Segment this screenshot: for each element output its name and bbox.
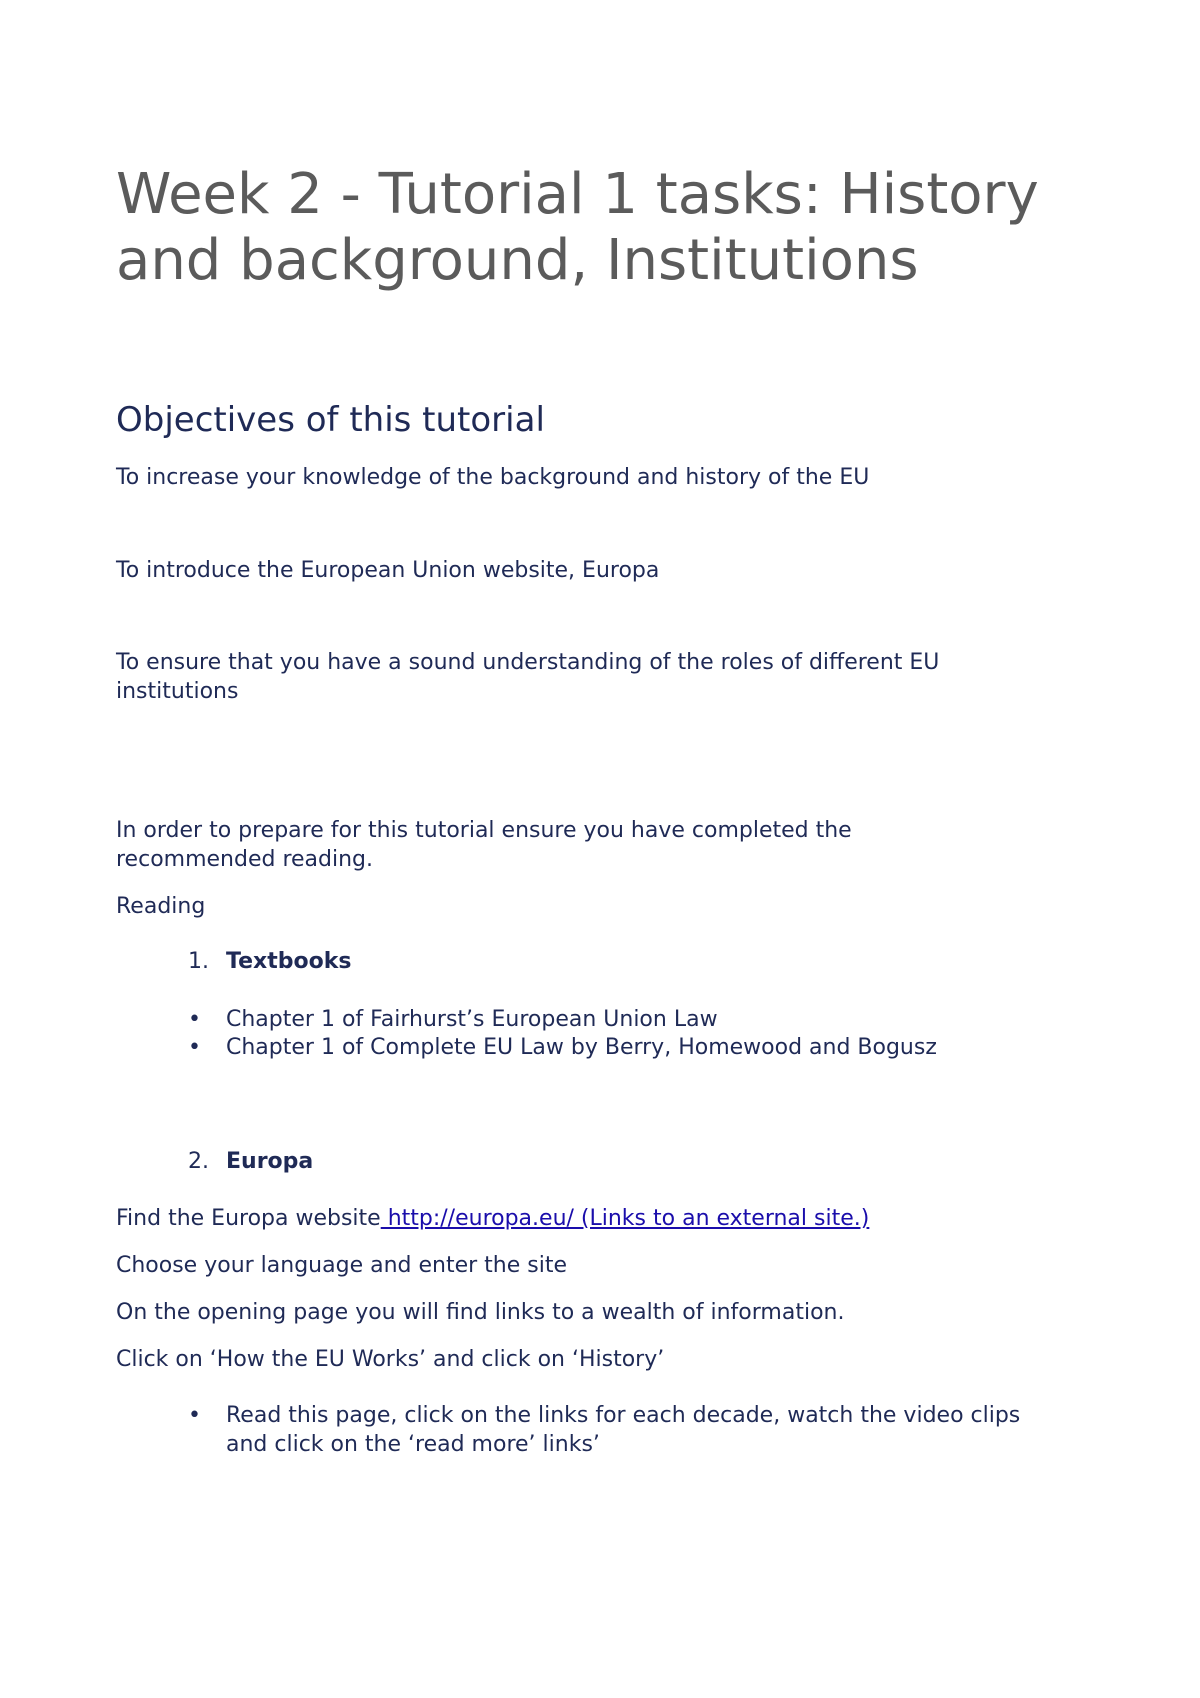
find-europa-text: Find the Europa website <box>116 1206 381 1231</box>
bullet-icon: • <box>188 1403 201 1428</box>
textbooks-label: Textbooks <box>226 949 352 974</box>
list-number: 2. <box>188 1149 209 1174</box>
objective-item: To increase your knowledge of the background and history of the EU <box>116 465 870 490</box>
list-item <box>188 1033 1068 1062</box>
textbooks-heading <box>188 947 351 976</box>
europa-heading <box>188 1147 313 1176</box>
list-item-text: Chapter 1 of Complete EU Law by Berry, Homewood and Bogusz <box>226 1035 937 1060</box>
list-item <box>188 1401 1068 1459</box>
europa-label: Europa <box>226 1149 314 1174</box>
prepare-paragraph: In order to prepare for this tutorial ensure you have completed the recommended reading. <box>116 818 852 872</box>
list-item <box>188 1005 1068 1034</box>
list-item-text: Chapter 1 of Fairhurst’s European Union Law <box>226 1007 718 1032</box>
step-paragraph: Choose your language and enter the site <box>116 1253 567 1278</box>
objective-item: To introduce the European Union website, Europa <box>116 558 660 583</box>
step-paragraph: On the opening page you will find links to a wealth of information. <box>116 1300 845 1325</box>
objectives-heading: Objectives of this tutorial <box>116 400 545 440</box>
step-paragraph: Click on ‘How the EU Works’ and click on ‘History’ <box>116 1347 665 1372</box>
europa-link[interactable]: http://europa.eu/ (Links to an external site.) <box>380 1206 870 1231</box>
objective-item: To ensure that you have a sound understanding of the roles of different EU institutions <box>116 650 940 704</box>
reading-label: Reading <box>116 894 206 919</box>
list-item-text: Read this page, click on the links for each decade, watch the video clips and click on the ‘read more’ links’ <box>226 1403 1021 1457</box>
find-europa-paragraph <box>116 1204 1086 1233</box>
bullet-icon: • <box>188 1035 201 1060</box>
bullet-icon: • <box>188 1007 201 1032</box>
page-title: Week 2 - Tutorial 1 tasks: History and background, Institutions <box>116 162 1039 293</box>
list-number: 1. <box>188 949 209 974</box>
